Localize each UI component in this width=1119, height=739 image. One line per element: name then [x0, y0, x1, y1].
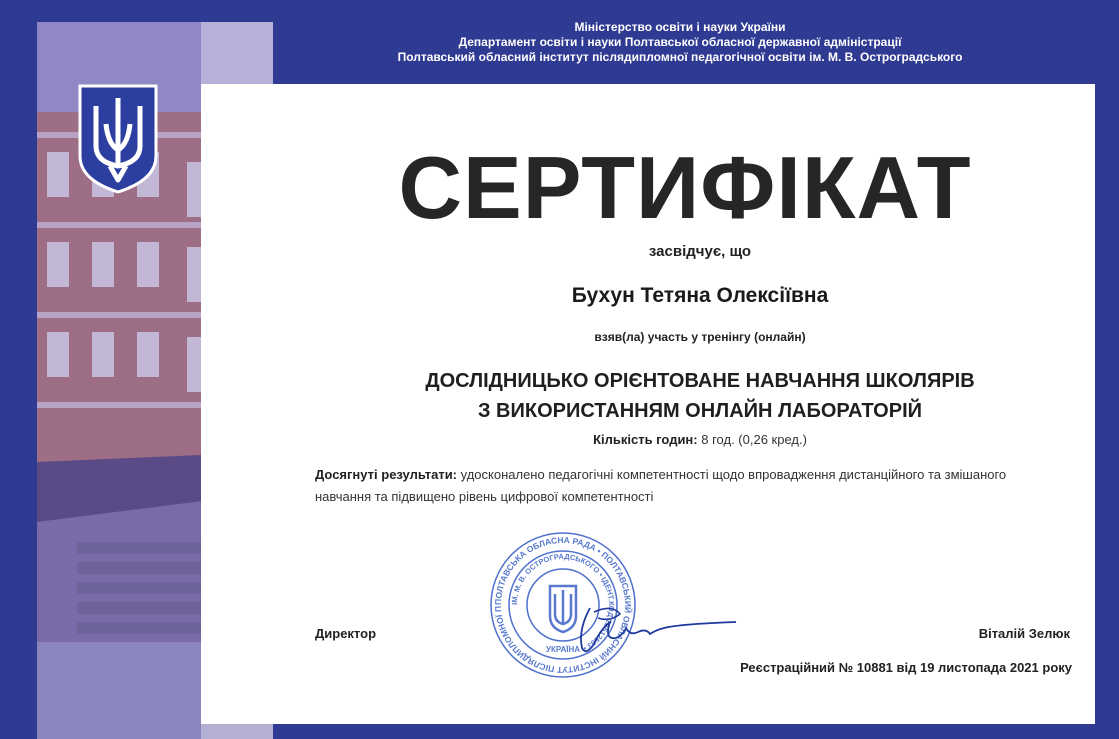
hours-info [500, 432, 900, 447]
ministry-header [300, 20, 1060, 65]
recipient-name: Бухун Тетяна Олексіївна [571, 284, 829, 307]
participation-text: взяв(ла) участь у тренінгу (онлайн) [594, 330, 806, 344]
hours-value: 8 год. (0,26 кред.) [697, 432, 807, 447]
course-title [320, 366, 1080, 426]
stamp-bottom-text: УКРАЇНА [545, 645, 581, 654]
tryzub-icon [78, 84, 158, 194]
hours-label: Кількість годин: [593, 432, 698, 447]
director-name: Віталій Зелюк [978, 626, 1070, 641]
signature-icon [560, 600, 740, 660]
course-title-line-1: ДОСЛІДНИЦЬКО ОРІЄНТОВАНЕ НАВЧАННЯ ШКОЛЯРІВ [425, 370, 975, 392]
director-label: Директор [315, 626, 377, 641]
stamp-inner-text: ІМ. М. В. ОСТРОГРАДСЬКОГО • ІДЕНТ.КОД 22512563 • [509, 551, 617, 653]
results-label: Досягнуті результати: [315, 467, 458, 482]
header-line-2: Департамент освіти і науки Полтавської обласної державної адміністрації [458, 35, 902, 49]
certifies-text: засвідчує, що [648, 243, 752, 260]
registration-number: Реєстраційний № 10881 від 19 листопада 2021 року [740, 660, 1072, 675]
results-info [315, 464, 1055, 508]
header-line-1: Міністерство освіти і науки України [574, 20, 786, 34]
results-text: удосконалено педагогічні компетентності щодо впровадження дистанційного та змішаного навчання та підвищено рівень цифрової компетентності [315, 467, 1007, 504]
header-line-3: Полтавський обласний інститут післядипломної педагогічної освіти ім. М. В. Остроградського [397, 50, 963, 64]
stamp-outer-text: ПОЛТАВСЬКА ОБЛАСНА РАДА • ПОЛТАВСЬКИЙ ОБЛАСНИЙ ІНСТИТУТ ПІСЛЯДИПЛОМНОЇ П [492, 534, 634, 676]
certificate-title: СЕРТИФІКАТ [398, 138, 972, 237]
course-title-line-2: З ВИКОРИСТАННЯМ ОНЛАЙН ЛАБОРАТОРІЙ [477, 400, 923, 422]
